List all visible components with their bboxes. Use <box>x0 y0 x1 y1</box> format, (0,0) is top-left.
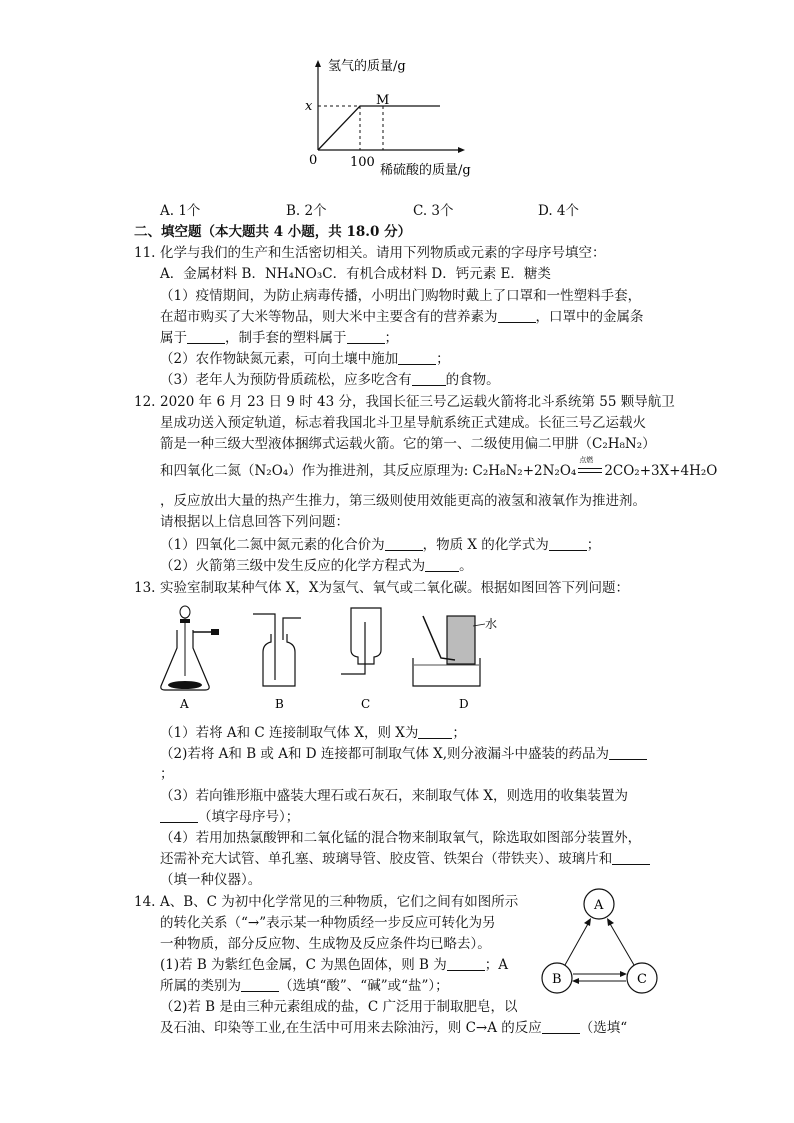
q12-part2 <box>160 556 473 576</box>
q11-part3 <box>160 370 500 390</box>
answer-blank[interactable] <box>347 329 385 344</box>
q11-part1-line3 <box>160 328 398 348</box>
q13-part4-line1: （4）若用加热氯酸钾和二氧化锰的混合物来制取氧气，除选取如图部分装置外， <box>160 830 642 846</box>
q12-line3: 箭是一种三级大型液体捆绑式运载火箭。它的第一、二级使用偏二甲肼（C₂H₈N₂） <box>160 436 656 452</box>
q11-part3-text-b: 的食物。 <box>445 372 500 388</box>
graph-y-label: 氢气的质量/g <box>328 59 406 74</box>
q11-part3-text-a: （3）老年人为预防骨质疏松，应多吃含有 <box>160 372 412 388</box>
graph-curve <box>318 106 440 150</box>
label-b: B <box>275 697 284 711</box>
q13-number: 13. <box>134 580 156 596</box>
q14-part1-line2 <box>160 976 449 996</box>
answer-blank[interactable] <box>241 977 279 992</box>
water-label: 水 <box>485 617 498 631</box>
q14-part1-text-a: (1)若 B 为紫红色金属，C 为黑色固体，则 B 为 <box>160 957 447 973</box>
q13-stem: 实验室制取某种气体 X，X为氢气、氧气或二氧化碳。根据如图回答下列问题： <box>160 580 630 596</box>
graph-point-label: M <box>376 93 390 108</box>
label-c: C <box>361 697 371 711</box>
q13-part4-line3: （填一种仪器）。 <box>160 872 262 888</box>
arrow-b-to-a <box>565 922 589 965</box>
hydrogen-mass-graph <box>300 52 500 182</box>
q12-part2-text-a: （2）火箭第三级中发生反应的化学方程式为 <box>160 558 426 574</box>
q11-part2-text-b: ； <box>436 351 450 367</box>
apparatus-a <box>161 606 219 711</box>
node-c-label: C <box>637 972 647 987</box>
q12-part1-text-b: ，物质 X 的化学式为 <box>422 537 549 553</box>
q13-part2-end: ； <box>160 766 174 782</box>
q12-part2-text-b: 。 <box>459 558 473 574</box>
q14-part1-line1 <box>160 955 508 975</box>
transformation-diagram <box>532 884 667 999</box>
q14-line1: A、B、C 为初中化学常见的三种物质，它们之间有如图所示 <box>160 894 519 910</box>
q14-part2-line2 <box>160 1018 627 1038</box>
q13-part1-text-a: （1）若将 A和 C 连接制取气体 X，则 X为 <box>160 725 419 741</box>
q13-part4-text-b: 还需补充大试管、单孔塞、玻璃导管、胶皮管、铁架台（带铁夹）、玻璃片和 <box>160 851 613 867</box>
answer-blank[interactable] <box>542 1019 580 1034</box>
label-d: D <box>459 697 469 711</box>
q14-number: 14. <box>134 894 156 910</box>
answer-blank[interactable] <box>498 308 536 323</box>
q10-option-d: D. 4个 <box>538 203 580 219</box>
arrowhead-b-to-c <box>620 971 627 977</box>
graph-x-arrow <box>458 147 465 153</box>
answer-blank[interactable] <box>549 536 587 551</box>
q11-part1-text-a: 在超市购买了大米等物品，则大米中主要含有的营养素为 <box>160 309 498 325</box>
reaction-condition: 点燃 <box>579 456 594 464</box>
tube-c <box>341 622 365 674</box>
node-a-label: A <box>594 898 604 913</box>
equals-bar-bottom <box>578 472 602 473</box>
q14-line2: 的转化关系（“→”表示某一种物质经一步反应可转化为另 <box>160 915 496 931</box>
q12-line6: 请根据以上信息回答下列问题： <box>160 514 349 530</box>
q12-number: 12. <box>134 394 156 410</box>
label-a: A <box>180 697 189 711</box>
funnel-bulb <box>180 606 190 618</box>
q12-line1: 2020 年 6 月 23 日 9 时 43 分，我国长征三号乙运载火箭将北斗系统第 55 颗导航卫 <box>160 394 675 410</box>
apparatus-d <box>413 616 497 711</box>
answer-blank[interactable] <box>187 329 225 344</box>
q13-part2-text-a: （2)若将 A和 B 或 A和 D 连接都可制取气体 X,则分液漏斗中盛装的药品为 <box>160 746 610 762</box>
q11-part2 <box>160 349 450 369</box>
arrow-c-to-a <box>609 922 634 965</box>
equals-bar-top <box>578 468 602 469</box>
graph-x-label: 稀硫酸的质量/g <box>380 163 471 178</box>
q12-line5: ，反应放出大量的热产生推力，第三级则使用效能更高的液氢和液氧作为推进剂。 <box>160 493 646 509</box>
q10-option-a: A. 1个 <box>160 203 201 219</box>
q13-part1-text-b: ； <box>452 725 466 741</box>
q11-part1-line1: （1）疫情期间，为防止病毒传播，小明出门购物时戴上了口罩和一性塑料手套， <box>160 288 642 304</box>
q13-part3: （3）若向锥形瓶中盛装大理石或石灰石，来制取气体 X，则选用的收集装置为 <box>160 788 628 804</box>
q12-part1-text-c: ； <box>586 537 601 553</box>
graph-y-mark: x <box>305 99 313 114</box>
answer-blank[interactable] <box>398 350 436 365</box>
answer-blank[interactable] <box>447 956 485 971</box>
graph-y-arrow <box>315 60 321 67</box>
q12-part1 <box>160 535 600 555</box>
q11-part1-line2 <box>160 307 644 327</box>
q13-part3-text-b: （填字母序号）； <box>198 809 300 825</box>
q11-part2-text-a: （2）农作物缺氮元素，可向土壤中施加 <box>160 351 399 367</box>
q12-equation-right: 2CO₂+3X+4H₂O <box>604 463 718 479</box>
q13-part3-line2 <box>160 807 299 827</box>
bottle-b <box>263 634 295 686</box>
q11-part1-text-c: 属于 <box>160 330 187 346</box>
q11-stem: 化学与我们的生产和生活密切相关。请用下列物质或元素的字母序号填空： <box>160 245 606 261</box>
section-title: 二、填空题（本大题共 4 小题，共 18.0 分） <box>134 224 412 240</box>
q12-equation-left: 和四氧化二氮（N₂O₄）作为推进剂，其反应原理为: C₂H₈N₂+2N₂O₄ <box>160 463 577 479</box>
answer-blank[interactable] <box>612 850 650 865</box>
apparatus-b <box>253 614 301 711</box>
q12-equation-line <box>160 456 718 481</box>
q13-part1 <box>160 723 466 743</box>
arrowhead-c-to-b <box>572 978 579 984</box>
q14-part1-text-c: 所属的类别为 <box>160 978 241 994</box>
node-b-label: B <box>552 972 562 987</box>
q10-option-c: C. 3个 <box>413 203 454 219</box>
reaction-arrow <box>576 456 604 477</box>
q13-part2 <box>160 744 647 764</box>
bottle-c <box>351 608 381 664</box>
q11-choices: A．金属材料 B．NH₄NO₃C．有机合成材料 D．钙元素 E．糖类 <box>160 266 551 282</box>
q11-part1-text-b: ，口罩中的金属条 <box>535 309 644 325</box>
q14-part2-text-b: 及石油、印染等工业,在生活中可用来去除油污，则 C→A 的反应 <box>160 1020 542 1036</box>
q11-number: 11. <box>134 245 156 261</box>
answer-blank[interactable] <box>418 724 452 739</box>
q14-part1-text-b: ；A <box>484 957 508 973</box>
graph-origin: 0 <box>309 153 318 168</box>
q14-part2-text-c: （选填“ <box>579 1020 628 1036</box>
q12-part1-text-a: （1）四氧化二氮中氮元素的化合价为 <box>160 537 385 553</box>
q14-line3: 一种物质，部分反应物、生成物及反应条件均已略去）。 <box>160 936 491 952</box>
apparatus-figure <box>155 602 500 712</box>
flask-solid <box>168 681 202 689</box>
answer-blank[interactable] <box>425 557 459 572</box>
answer-blank[interactable] <box>385 536 423 551</box>
answer-blank[interactable] <box>609 745 647 760</box>
q14-part1-text-d: （选填“酸”、“碱”或“盐”）； <box>279 978 449 994</box>
bottle-d <box>447 616 475 664</box>
q11-part1-text-d: ，制手套的塑料属于 <box>225 330 347 346</box>
tube-short <box>283 618 301 640</box>
answer-blank[interactable] <box>160 808 198 823</box>
apparatus-c <box>341 608 381 711</box>
q12-line2: 星成功送入预定轨道，标志着我国北斗卫星导航系统正式建成。长征三号乙运载火 <box>160 415 646 431</box>
q11-part1-text-e: ； <box>384 330 398 346</box>
q13-part4-line2 <box>160 849 650 869</box>
graph-x-mark: 100 <box>350 155 375 170</box>
tube-end <box>211 629 219 635</box>
q10-option-b: B. 2个 <box>286 203 327 219</box>
answer-blank[interactable] <box>412 371 446 386</box>
funnel-stopcock <box>180 619 190 623</box>
q14-part2-line1: （2)若 B 是由三种元素组成的盐，C 广泛用于制取肥皂，以 <box>160 999 518 1015</box>
